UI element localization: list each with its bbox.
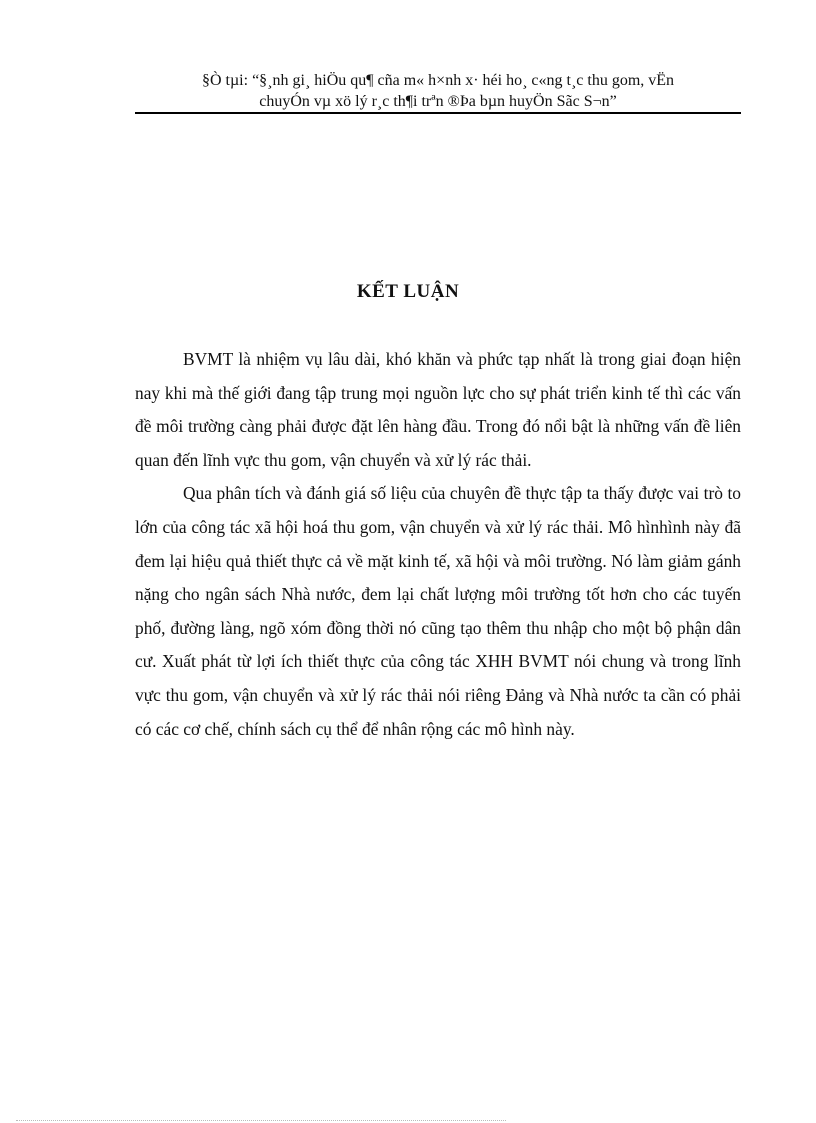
header-divider (135, 112, 741, 114)
paragraph-2: Qua phân tích và đánh giá số liệu của chuyên đề thực tập ta thấy được vai trò to lớn của công tác xã hội hoá thu gom, vận chuyển và xử lý rác thải. Mô hìnhình này đã đem lại hiệu quả thiết thực cả về mặt kinh tế, xã hội và môi trường. Nó làm giảm gánh nặng cho ngân sách Nhà nước, đem lại chất lượng môi trường tốt hơn cho các tuyến phố, đường làng, ngõ xóm đồng thời nó cũng tạo thêm thu nhập cho một bộ phận dân cư. Xuất phát từ lợi ích thiết thực của công tác XHH BVMT nói chung và trong lĩnh vực thu gom, vận chuyển và xử lý rác thải nói riêng Đảng và Nhà nước ta cần có phải có các cơ chế, chính sách cụ thể để nhân rộng các mô hình này. (135, 483, 741, 739)
paragraph-1: BVMT là nhiệm vụ lâu dài, khó khăn và phức tạp nhất là trong giai đoạn hiện nay khi mà thế giới đang tập trung mọi nguồn lực cho sự phát triển kinh tế thì các vấn đề môi trường càng phải được đặt lên hàng đầu. Trong đó nổi bật là những vấn đề liên quan đến lĩnh vực thu gom, vận chuyển và xử lý rác thải. (135, 349, 741, 470)
header-line-2: chuyÓn vµ xö lý r¸c th¶i trªn ®Þa bµn huyÖn Sãc S¬n” (259, 93, 617, 110)
page-bottom-divider (16, 1120, 506, 1121)
section-title: KẾT LUẬN (356, 281, 460, 302)
document-body (135, 343, 741, 746)
header-line-1: §Ò tµi: “§¸nh gi¸ hiÖu qu¶ cña m« h×nh x· héi ho¸ c«ng t¸c thu gom, vËn (201, 72, 675, 89)
running-header (135, 70, 741, 112)
